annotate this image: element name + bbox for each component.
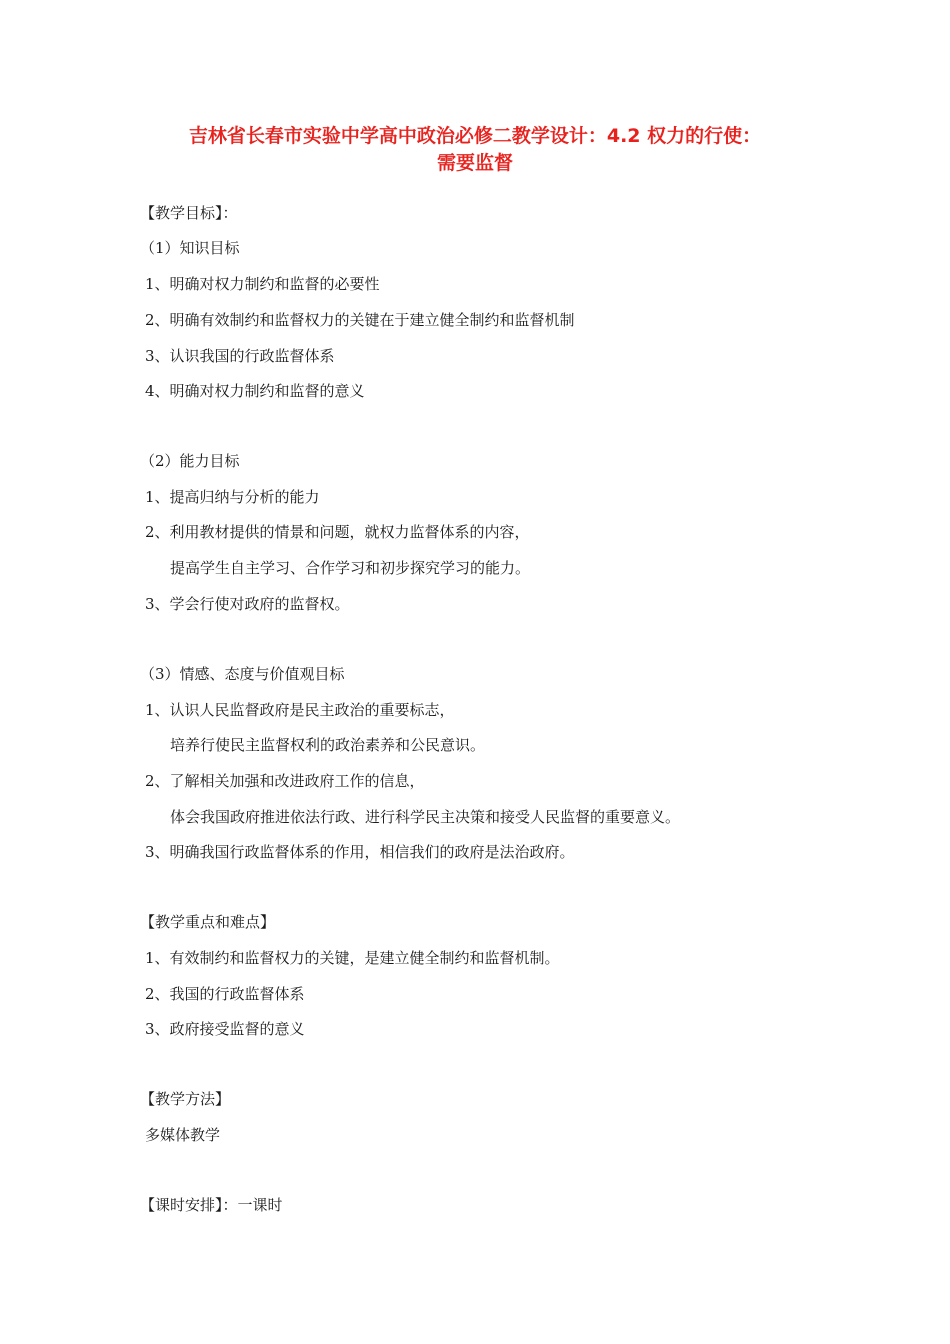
emotion-item-continuation: 体会我国政府推进依法行政、进行科学民主决策和接受人民监督的重要意义。 — [170, 808, 681, 826]
emotion-item: 1、认识人民监督政府是民主政治的重要标志， — [145, 701, 455, 719]
knowledge-item: 3、认识我国的行政监督体系 — [145, 347, 335, 365]
emotion-item: 2、了解相关加强和改进政府工作的信息， — [145, 772, 425, 790]
knowledge-item: 1、明确对权力制约和监督的必要性 — [145, 275, 380, 293]
objectives-heading: 【教学目标】： — [140, 204, 238, 222]
knowledge-item: 2、明确有效制约和监督权力的关键在于建立健全制约和监督机制 — [145, 311, 575, 329]
ability-item-continuation: 提高学生自主学习、合作学习和初步探究学习的能力。 — [170, 559, 531, 577]
ability-item: 1、提高归纳与分析的能力 — [145, 488, 320, 506]
key-points-heading: 【教学重点和难点】 — [140, 913, 276, 931]
ability-heading: （2）能力目标 — [140, 452, 240, 470]
emotion-item: 3、明确我国行政监督体系的作用，相信我们的政府是法治政府。 — [145, 843, 575, 861]
knowledge-heading: （1）知识目标 — [140, 239, 240, 257]
document-title-line-1: 吉林省长春市实验中学高中政治必修二教学设计：4.2 权力的行使： — [188, 125, 762, 147]
key-point-item: 3、政府接受监督的意义 — [145, 1020, 305, 1038]
knowledge-item: 4、明确对权力制约和监督的意义 — [145, 382, 365, 400]
schedule-text: 【课时安排】：一课时 — [140, 1196, 283, 1214]
key-point-item: 1、有效制约和监督权力的关键，是建立健全制约和监督机制。 — [145, 949, 560, 967]
emotion-item-continuation: 培养行使民主监督权利的政治素养和公民意识。 — [170, 736, 486, 754]
method-text: 多媒体教学 — [145, 1126, 221, 1144]
ability-item: 2、利用教材提供的情景和问题，就权力监督体系的内容， — [145, 523, 530, 541]
method-heading: 【教学方法】 — [140, 1090, 231, 1108]
emotion-heading: （3）情感、态度与价值观目标 — [140, 665, 345, 683]
ability-item: 3、学会行使对政府的监督权。 — [145, 595, 350, 613]
document-title-line-2: 需要监督 — [436, 152, 513, 174]
key-point-item: 2、我国的行政监督体系 — [145, 985, 305, 1003]
